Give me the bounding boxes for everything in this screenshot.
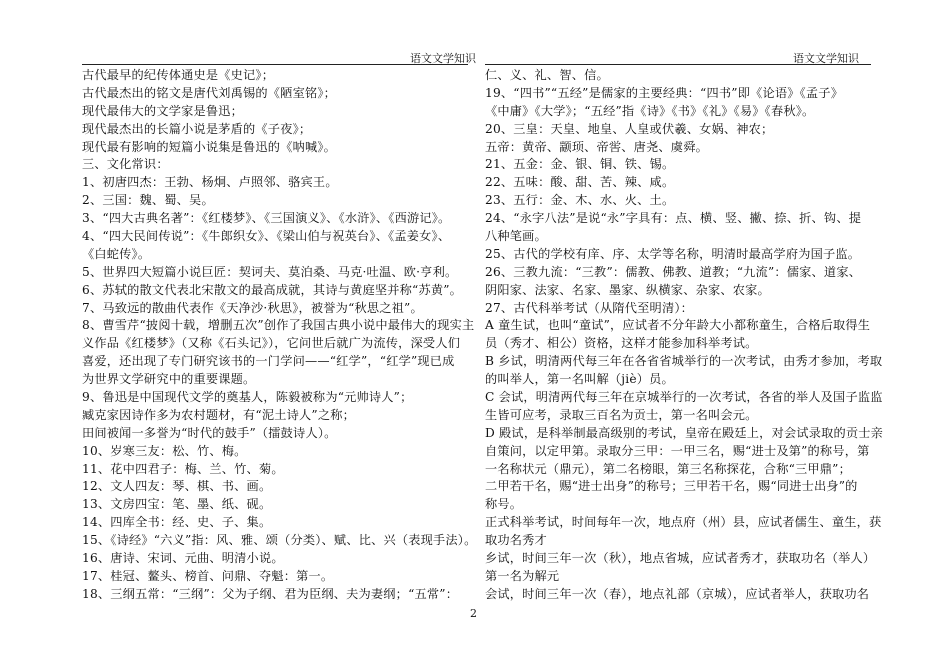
text-line: 乡试，时间三年一次（秋），地点省城，应试者秀才，获取功名（举人） (485, 551, 876, 566)
right-header-rule (485, 64, 871, 65)
text-line: 阴阳家、法家、名家、墨家、纵横家、杂家、农家。 (485, 282, 770, 297)
text-line: 10、岁寒三友：松、竹、梅。 (82, 443, 247, 458)
text-line: 19、“四书”“五经”是儒家的主要经典：“四书”即《论语》《孟子》 (485, 85, 844, 100)
left-column-text (82, 67, 477, 604)
text-line: 7、马致远的散曲代表作《天净沙·秋思》，被誉为“秋思之祖”。 (82, 300, 423, 315)
text-line: 15、《诗经》“六义”指：风、雅、颂（分类）、赋、比、兴（表现手法）。 (82, 533, 477, 548)
text-line: 称号。 (485, 497, 523, 512)
text-line: 25、古代的学校有庠、序、太学等名称，明清时最高学府为国子监。 (485, 246, 861, 261)
text-line: 27、古代科举考试（从隋代至明清）： (485, 300, 694, 315)
right-column-text (485, 67, 884, 604)
text-line: 一名称状元（鼎元），第二名榜眼，第三名称探花，合称“三甲鼎”； (485, 461, 851, 476)
text-line: 17、桂冠、鳌头、榜首、问鼎、夺魁：第一。 (82, 568, 334, 583)
left-header-rule (82, 64, 468, 65)
left-page-header: 语文文学知识 (410, 52, 476, 65)
text-line: 20、三皇：天皇、地皇、人皇或伏羲、女娲、神农； (485, 121, 774, 136)
text-line: B 乡试，明清两代每三年在各省省城举行的一次考试，由秀才参加，考取 (485, 354, 883, 369)
text-line: 《中庸》《大学》；“五经”指《诗》《书》《礼》《易》《春秋》。 (485, 103, 815, 118)
text-line: 21、五金：金、银、铜、铁、锡。 (485, 157, 675, 172)
text-line: 3、“四大古典名著”：《红楼梦》、《三国演义》、《水浒》、《西游记》。 (82, 211, 451, 226)
text-line: 正式科举考试，时间每年一次，地点府（州）县，应试者儒生、童生，获 (485, 515, 882, 530)
text-line: 4、“四大民间传说”：《牛郎织女》、《梁山伯与祝英台》、《孟姜女》、 (82, 229, 451, 244)
text-line: 田间被闻一多誉为“时代的鼓手”（擂鼓诗人）。 (82, 425, 337, 440)
text-line: 八种笔画。 (485, 229, 547, 244)
text-line: 现代最伟大的文学家是鲁迅； (82, 103, 244, 118)
text-line: 24、“永字八法”是说“永”字具有：点、横、竖、撇、捺、折、钩、提 (485, 211, 862, 226)
text-line: 14、四库全书：经、史、子、集。 (82, 515, 272, 530)
right-page-header: 语文文学知识 (793, 52, 859, 65)
text-line: 自策问，以定甲第。录取分三甲：一甲三名，赐“进士及第”的称号，第 (485, 443, 870, 458)
text-line: 2、三国：魏、蜀、吴。 (82, 193, 214, 208)
text-line: 仁、义、礼、智、信。 (485, 68, 609, 82)
text-line: 喜爱，还出现了专门研究该书的一门学问——“红学”，“红学”现已成 (82, 354, 455, 369)
text-line: 26、三教九流：“三教”：儒教、佛教、道教；“九流”：儒家、道家、 (485, 264, 862, 279)
text-line: 古代最杰出的铭文是唐代刘禹锡的《陋室铭》； (82, 85, 337, 100)
text-line: 22、五味：酸、甜、苦、辣、咸。 (485, 175, 675, 190)
text-line: 五帝：黄帝、颛顼、帝喾、唐尧、虞舜。 (485, 139, 708, 154)
text-line: 11、花中四君子：梅、兰、竹、菊。 (82, 461, 284, 476)
text-line: 1、初唐四杰：王勃、杨炯、卢照邻、骆宾王。 (82, 175, 338, 190)
text-line: 臧克家因诗作多为农村题材，有“泥土诗人”之称； (82, 407, 355, 422)
text-line: 《白蛇传》。 (82, 246, 151, 261)
text-line: 8、曹雪芹“披阅十载，增删五次”创作了我国古典小说中最伟大的现实主 (82, 318, 475, 333)
text-line: 会试，时间三年一次（春），地点礼部（京城），应试者举人，获取功名 (485, 586, 870, 601)
text-line: C 会试，明清两代每三年在京城举行的一次考试，各省的举人及国子监监 (485, 390, 883, 405)
text-line: 第一名为解元 (485, 568, 560, 583)
text-line: 义作品《红楼梦》（又称《石头记》），它问世后就广为流传，深受人们 (82, 336, 461, 351)
text-line: 员（秀才、相公）资格，这样才能参加科举考试。 (485, 336, 758, 351)
text-line: 16、唐诗、宋词、元曲、明清小说。 (82, 551, 284, 566)
text-line: 的叫举人，第一名叫解（jiè）员。 (485, 372, 674, 387)
text-line: 取功名秀才 (485, 533, 547, 548)
text-line: A 童生试，也叫“童试”，应试者不分年龄大小都称童生，合格后取得生 (485, 318, 871, 333)
text-line: 现代最有影响的短篇小说集是鲁迅的《呐喊》。 (82, 139, 337, 154)
text-line: 9、鲁迅是中国现代文学的奠基人，陈毅被称为“元帅诗人”； (82, 390, 413, 405)
text-line: D 殿试，是科举制最高级别的考试，皇帝在殿廷上，对会试录取的贡士亲 (485, 425, 884, 440)
text-line: 古代最早的纪传体通史是《史记》； (82, 68, 275, 82)
text-line: 6、苏轼的散文代表北宋散文的最高成就，其诗与黄庭坚并称“苏黄”。 (82, 282, 463, 297)
text-line: 生皆可应考，录取三百名为贡士，第一名叫会元。 (485, 407, 758, 422)
text-line: 二甲若干名，赐“进士出身”的称号；三甲若干名，赐“同进士出身”的 (485, 479, 858, 494)
page-number: 2 (470, 607, 477, 620)
text-line: 23、五行：金、木、水、火、土。 (485, 193, 675, 208)
text-line: 18、三纲五常：“三纲”：父为子纲、君为臣纲、夫为妻纲；“五常”： (82, 586, 459, 601)
text-line: 13、文房四宝：笔、墨、纸、砚。 (82, 497, 272, 512)
text-line: 为世界文学研究中的重要课题。 (82, 372, 256, 387)
text-line: 5、世界四大短篇小说巨匠：契诃夫、莫泊桑、马克·吐温、欧·亨利。 (82, 264, 458, 279)
text-line: 12、文人四友：琴、棋、书、画。 (82, 479, 272, 494)
text-line: 三、文化常识： (82, 157, 169, 172)
text-line: 现代最杰出的长篇小说是茅盾的《子夜》； (82, 121, 312, 136)
